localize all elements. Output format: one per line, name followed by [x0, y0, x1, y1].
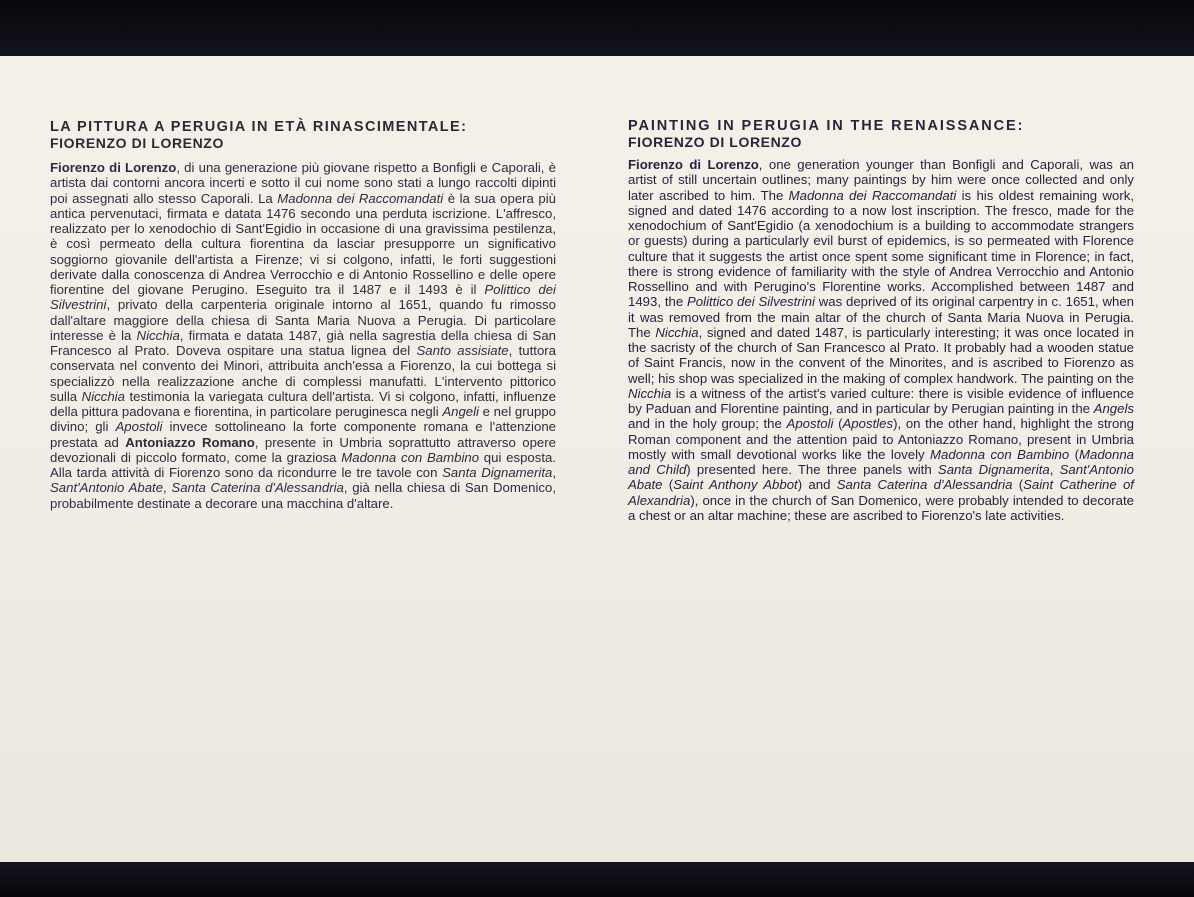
text-run: ) presented here. The three panels with	[686, 462, 938, 477]
italian-title: LA PITTURA A PERUGIA IN ETÀ RINASCIMENTALE:	[50, 119, 468, 135]
text-run: è la sua opera più antica pervenutaci, firmata e datata 1476 secondo una perduta iscrizione. L'affresco, realizzato per lo xenodochio di Sant'Egidio in occasione di una gravissima pestilenza, è così permeato della cultura fiorentina da lasciar presupporre un significativo soggiorno giovanile dell'artista a Firenze; vi si colgono, infatti, le forti suggestioni derivate dalla conoscenza di Andrea Verrocchio e di Antonio Rossellino e delle opere fiorentine del giovane Perugino. Eseguito tra il 1487 e il 1493 è il	[50, 190, 556, 297]
artwork-title: Santa Caterina d'Alessandria	[171, 480, 344, 496]
english-subtitle: FIORENZO DI LORENZO	[628, 133, 802, 150]
artwork-title: Saint Catherine of Alexandria	[628, 477, 1134, 508]
artwork-title: Madonna con Bambino	[930, 446, 1070, 462]
text-run: qui esposta. Alla tarda attività di Fiorenzo sono da ricondurre le tre tavole con	[50, 449, 556, 480]
artwork-title: Sant'Antonio Abate	[628, 462, 1134, 493]
text-run: ,	[1049, 462, 1060, 477]
artwork-title: Angeli	[442, 404, 479, 419]
text-run: , già nella chiesa di San Domenico, probabilmente destinate a decorare una macchina d'altare.	[50, 480, 556, 511]
english-title: PAINTING IN PERUGIA IN THE RENAISSANCE:	[628, 118, 1025, 134]
text-run: is his oldest remaining work, signed and dated 1476 according to a now lost inscription. The fresco, made for the xenodochium of Sant'Egidio (a xenodochium is a building to accommodate strangers or guests) during a particularly evil burst of epidemics, is so permeated with Florence culture that it suggests the artist once spent some significant time in Florence; in fact, there is strong evidence of familiarity with the style of Andrea Verrocchio and Antonio Rossellino and with Perugino's Florentine works. Accomplished between 1487 and 1493, the	[628, 187, 1134, 310]
text-run: , di una generazione più giovane rispetto a Bonfigli e Caporali, è artista dai contorni ancora incerti e sotto il cui nome sono stati a lungo raccolti dipinti poi assegnati allo stesso Caporali. La	[50, 160, 556, 206]
bold-name: Fiorenzo di Lorenzo	[628, 157, 759, 172]
artwork-title: Nicchia	[136, 327, 180, 343]
dark-bottom-band	[0, 862, 1194, 897]
bold-name: Antoniazzo Romano	[125, 434, 255, 450]
artwork-title: Santa Caterina d'Alessandria	[836, 477, 1013, 493]
bold-name: Fiorenzo di Lorenzo	[50, 160, 177, 175]
artwork-title: Sant'Antonio Abate	[50, 480, 164, 496]
artwork-title: Madonna dei Raccomandati	[277, 190, 444, 206]
artwork-title: Apostoli	[786, 416, 834, 432]
text-run: is a witness of the artist's varied culture: there is visible evidence of influence by Paduan and Florentine painting, and in particular by Perugian painting in the	[628, 385, 1134, 416]
artwork-title: Nicchia	[81, 388, 125, 404]
artwork-title: Santa Dignamerita	[442, 465, 553, 480]
artwork-title: Nicchia	[628, 385, 672, 401]
artwork-title: Santo assisiate	[416, 343, 509, 358]
text-run: (	[1012, 477, 1024, 493]
artwork-title: Madonna and Child	[628, 446, 1134, 477]
text-run: ), once in the church of San Domenico, were probably intended to decorate a chest or an altar machine; these are ascribed to Fiorenzo's late activities.	[628, 492, 1134, 523]
artwork-title: Madonna dei Raccomandati	[788, 187, 957, 203]
text-run: (	[833, 416, 843, 432]
artwork-title: Polittico dei Silvestrini	[687, 294, 815, 310]
artwork-title: Apostoli	[115, 419, 163, 435]
text-run: , tuttora conservata nel convento dei Minori, attribuita anch'essa a Fiorenzo, la cui bottega si specializzò nella realizzazione anche di complessi manufatti. L'intervento pittorico sulla	[50, 343, 557, 404]
text-run: (	[662, 477, 674, 493]
artwork-title: Saint Anthony Abbot	[673, 477, 798, 493]
italian-column	[50, 120, 556, 511]
text-run: (	[1069, 446, 1079, 462]
artwork-title: Angels	[1093, 401, 1134, 416]
text-run: ) and	[797, 477, 837, 493]
artwork-title: Madonna con Bambino	[341, 449, 480, 465]
text-run: was deprived of its original carpentry in c. 1651, when it was removed from the main altar of the church of Santa Maria Nuova in Perugia. The	[628, 294, 1134, 340]
text-run: testimonia la variegata cultura dell'artista. Vi si colgono, infatti, influenze della pittura padovana e fiorentina, in particolare peruginesca negli	[50, 388, 556, 419]
text-run: ,	[163, 480, 172, 496]
artwork-title: Santa Dignamerita	[937, 462, 1050, 477]
text-run: , signed and dated 1487, is particularly interesting; it was once located in the sacristy of the church of San Francesco al Prato. It probably had a wooden statue of Saint Francis, now in the convent of the Minorites, and is ascribed to Fiorenzo as well; his shop was specialized in the making of complex handwork. The painting on the	[628, 324, 1134, 386]
english-body-text	[628, 157, 1134, 523]
text-run: ), on the other hand, highlight the strong Roman component and the attention paid to Antoniazzo Romano, present in Umbria mostly with small devotional works like the lovely	[628, 416, 1135, 462]
text-run: e nel gruppo divino; gli	[50, 404, 556, 435]
text-run: , firmata e datata 1487, già nella sagrestia della chiesa di San Francesco al Prato. Doveva ospitare una statua lignea del	[50, 327, 557, 358]
text-run: and in the holy group; the	[628, 416, 787, 432]
artwork-title: Apostles	[842, 416, 894, 432]
dark-top-band	[0, 0, 1194, 58]
text-run: ,	[552, 465, 556, 480]
text-run: , privato della carpenteria originale intorno al 1651, quando fu rimosso dall'altare maggiore della chiesa di Santa Maria Nuova a Perugia. Di particolare interesse è la	[50, 297, 556, 343]
italian-subtitle: FIORENZO DI LORENZO	[50, 134, 224, 151]
text-run: , one generation younger than Bonfigli and Caporali, was an artist of still uncertain outlines; many paintings by him were once collected and only later ascribed to him. The	[628, 157, 1134, 203]
text-run: invece sottolineano la forte componente romana e l'attenzione prestata ad	[50, 419, 556, 450]
english-column	[628, 119, 1134, 523]
italian-body-text	[50, 160, 556, 511]
text-run: , presente in Umbria soprattutto attraverso opere devozionali di piccolo formato, come la graziosa	[50, 434, 556, 465]
artwork-title: Nicchia	[655, 324, 699, 340]
artwork-title: Polittico dei Silvestrini	[50, 282, 556, 313]
